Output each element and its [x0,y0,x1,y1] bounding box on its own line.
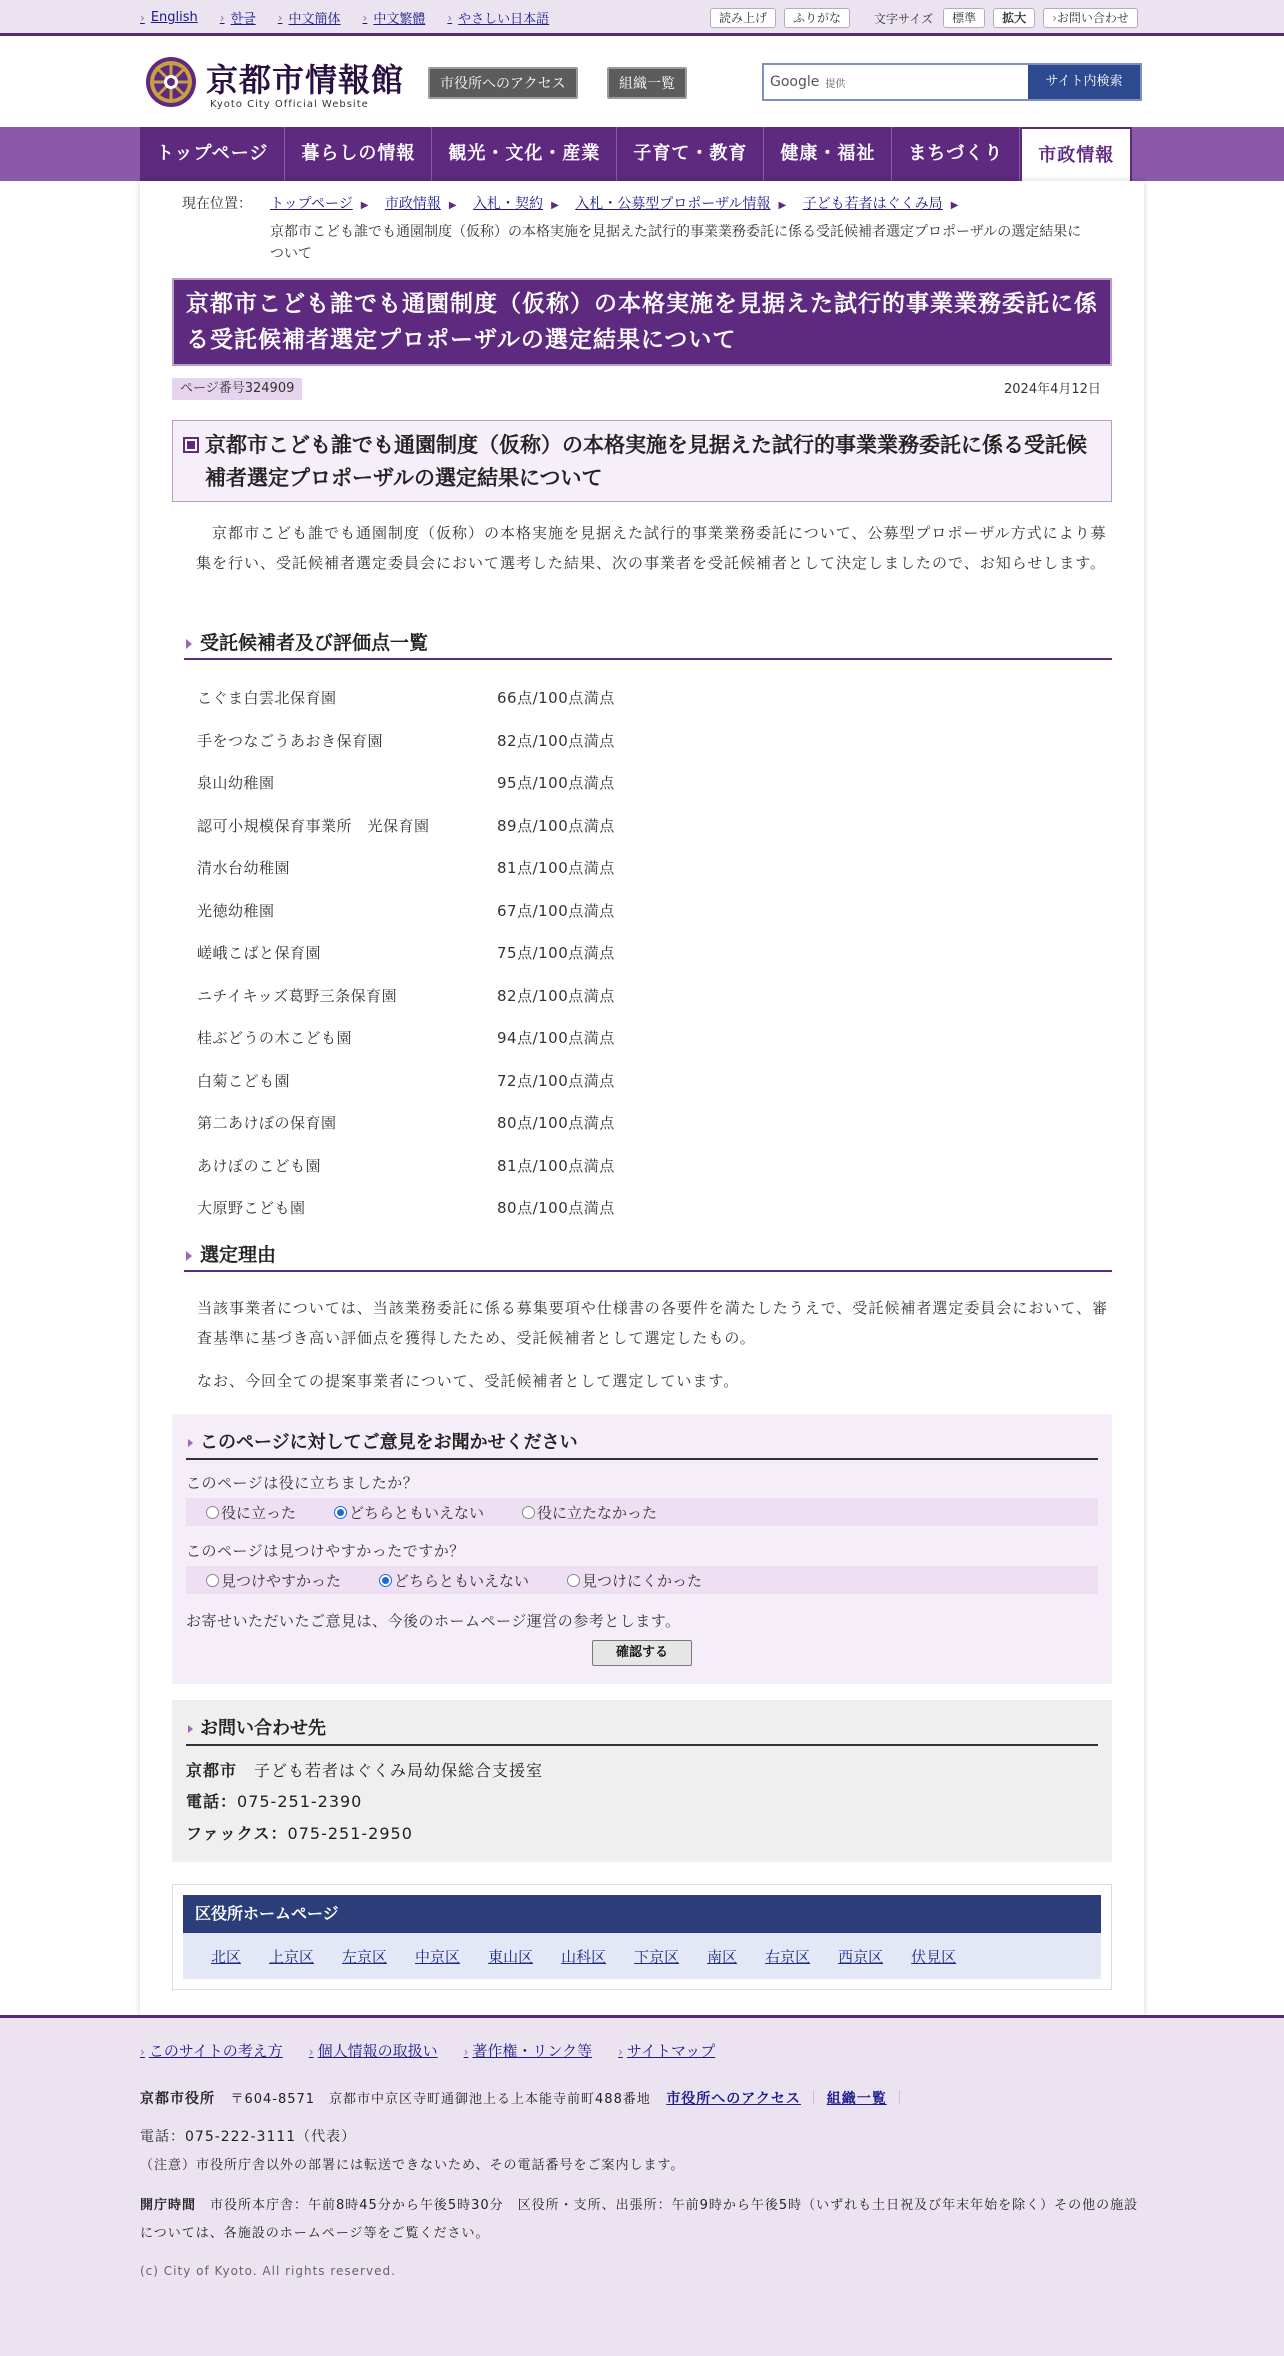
footer-link-copyright[interactable] [464,2040,593,2061]
lang-english-link[interactable] [140,8,198,27]
feedback-form [172,1414,1112,1684]
usefulness-option-not-useful[interactable] [522,1502,657,1523]
caret-right-icon: ▶ [360,200,369,211]
contact-fax [186,1821,413,1844]
lang-easy-japanese-link[interactable] [447,8,549,27]
list-item [197,682,897,725]
footer-address: 〒604-8571 京都市中京区寺町通御池上る上本能寺前町488番地 [230,2092,651,2107]
caret-right-icon: ▶ [950,200,959,211]
section-heading-text: 京都市こども誰でも通園制度（仮称）の本格実施を見据えた試行的事業業務委託に係る受託候補者選定プロポーザルの選定結果について [205,433,1087,490]
list-item [197,810,897,853]
reason-text: 当該事業者については、当該業務委託に係る募集要項や仕様書の各要件を満たしたうえで、受託候補者選定委員会において、審査基準に基づき高い評価点を獲得したため、受託候補者として選定したもの。 [197,1299,1109,1347]
contact-box [172,1700,1112,1862]
breadcrumb-link-bidding[interactable]: 入札・契約 [473,196,544,212]
contact-phone-label: 電話： [186,1792,238,1811]
chevron-right-icon: › [447,10,453,25]
candidate-name: 光徳幼稚園 [197,901,275,920]
feedback-note: お寄せいただいたご意見は、今後のホームページ運営の参考とします。 [186,1612,681,1630]
breadcrumb-label: 現在位置： [182,196,252,212]
chevron-right-icon: › [463,2045,469,2059]
org-list-button[interactable]: 組織一覧 [607,67,687,99]
search-provided-label: 提供 [825,78,846,90]
radio-button-selected[interactable] [379,1574,392,1587]
confirm-button[interactable]: 確認する [592,1640,692,1666]
candidate-name: ニチイキッズ葛野三条保育園 [197,986,398,1005]
intro-text: 京都市こども誰でも通園制度（仮称）の本格実施を見据えた試行的事業業務委託について、公募型プロポーザル方式により募集を行い、受託候補者選定委員会において選考した結果、次の事業者を受託候補者として決定しましたので、お知らせします。 [196,524,1107,572]
footer-org-link[interactable]: 組織一覧 [826,2091,887,2107]
footer-link-label: 著作権・リンク等 [472,2042,593,2060]
feedback-question-usefulness: このページは役に立ちましたか？ [186,1474,419,1492]
candidate-score: 75点/100点満点 [497,944,615,962]
caret-right-icon: ▶ [778,200,787,211]
ward-link-minami[interactable]: 南区 [707,1947,738,1966]
radio-button-selected[interactable] [334,1506,347,1519]
findability-option-easy[interactable] [206,1570,341,1591]
candidate-name: 桂ぶどうの木こども園 [197,1029,353,1047]
lang-english-label: English [150,10,198,25]
ward-link-nishikyo[interactable]: 西京区 [838,1947,884,1966]
search-input[interactable] [770,71,1030,93]
font-standard-button[interactable]: 標準 [943,8,985,28]
list-item [197,937,897,980]
copyright: (c) City of Kyoto. All rights reserved. [140,2264,396,2278]
site-search-button[interactable]: サイト内検索 [1028,65,1140,99]
findability-option-hard[interactable] [567,1570,702,1591]
list-item [197,895,897,938]
ward-link-shimogyo[interactable]: 下京区 [634,1947,680,1966]
nav-health[interactable]: 健康・福祉 [764,127,892,181]
lang-korean-label: 한글 [230,12,256,27]
nav-childcare[interactable]: 子育て・教育 [617,127,764,181]
breadcrumb-link-proposal[interactable]: 入札・公募型プロポーザル情報 [575,196,771,212]
chevron-right-icon: › [140,2045,145,2059]
radio-button[interactable] [567,1574,580,1587]
accessibility-tools [710,8,1146,28]
candidate-name: あけぼのこども園 [197,1156,322,1175]
footer-link-sitemap[interactable] [618,2040,715,2061]
candidate-score: 80点/100点満点 [497,1114,615,1132]
findability-option-neutral[interactable] [379,1570,529,1591]
footer-link-label: 個人情報の取扱い [317,2042,438,2060]
findability-options [186,1566,1098,1594]
candidate-name: 泉山幼稚園 [197,774,275,792]
breadcrumb-current: 京都市こども誰でも通園制度（仮称）の本格実施を見据えた試行的事業業務委託に係る受託候補者選定プロポーザルの選定結果について [270,224,1082,262]
radio-button[interactable] [206,1574,219,1587]
utility-bar [0,0,1284,36]
footer-note: （注意）市役所庁舎以外の部署には転送できないため、その電話番号をご案内します。 [140,2158,685,2173]
list-item [197,1192,897,1235]
candidate-score: 67点/100点満点 [497,901,615,920]
contact-phone [186,1789,362,1812]
candidate-score: 80点/100点満点 [497,1199,615,1217]
radio-button[interactable] [522,1506,535,1519]
lang-chinese-traditional-link[interactable] [363,8,426,27]
square-bullet-icon [183,437,199,453]
radio-button[interactable] [206,1506,219,1519]
usefulness-option-useful[interactable] [206,1502,296,1523]
page-title: 京都市こども誰でも通園制度（仮称）の本格実施を見据えた試行的事業業務委託に係る受託候補者選定プロポーザルの選定結果について [172,278,1112,366]
ward-heading: 区役所ホームページ [183,1895,1101,1933]
list-item [197,1065,897,1108]
feedback-question-findability: このページは見つけやすかったですか？ [186,1542,465,1560]
candidate-score: 82点/100点満点 [497,731,615,750]
ward-link-sakyo[interactable]: 左京区 [342,1947,388,1966]
option-label: 役に立った [221,1503,297,1522]
chevron-right-icon: › [140,10,145,25]
contact-fax-label: ファックス： [186,1824,288,1843]
caret-right-icon: ▶ [448,200,457,211]
language-links [140,8,571,27]
candidate-score: 95点/100点満点 [497,774,615,792]
footer-link-policy[interactable] [140,2040,283,2061]
option-label: 見つけやすかった [221,1571,342,1590]
chevron-right-icon: › [618,2045,623,2059]
ward-link-ukyo[interactable]: 右京区 [765,1947,811,1966]
usefulness-options [186,1498,1098,1526]
contact-org-strong: 京都市 [186,1761,238,1780]
site-subtitle: Kyoto City Official Website [210,99,369,110]
divider: ｜ [892,2091,908,2107]
candidate-score: 82点/100点満点 [497,986,615,1005]
kyoto-city-emblem-icon[interactable] [145,56,197,108]
candidate-name: こぐま白雲北保育園 [197,689,337,707]
option-label: 役に立たなかった [537,1503,658,1522]
contact-department [186,1758,543,1781]
chevron-right-icon: › [277,10,283,25]
reason-note: なお、今回全ての提案事業者について、受託候補者として選定しています。 [197,1372,740,1390]
font-size-label: 文字サイズ [874,11,934,26]
footer-access-link[interactable]: 市役所へのアクセス [666,2091,801,2107]
contact-fax-number: 075-251-2950 [287,1824,413,1843]
footer-hours [140,2192,1140,2248]
ward-link-kita[interactable]: 北区 [211,1947,242,1966]
ward-link-higashiyama[interactable]: 東山区 [488,1947,534,1966]
list-item [197,1022,897,1065]
candidate-score: 94点/100点満点 [497,1029,615,1047]
ward-office-links [172,1884,1112,1990]
list-item [197,852,897,895]
list-item [197,767,897,810]
global-nav [0,127,1284,181]
candidate-name: 第二あけぼの保育園 [197,1114,337,1132]
contact-phone-number: 075-251-2390 [237,1792,363,1811]
footer-links [140,2040,741,2061]
feedback-heading: このページに対してご意見をお聞かせください [186,1430,1098,1460]
candidate-score: 81点/100点満点 [497,1156,615,1175]
ward-link-kamigyo[interactable]: 上京区 [269,1947,315,1966]
option-label: どちらともいえない [349,1503,485,1522]
nav-urban[interactable]: まちづくり [892,127,1020,181]
candidate-score: 66点/100点満点 [497,689,615,707]
footer-link-label: サイトマップ [626,2042,716,2060]
lang-chinese-traditional-label: 中文繁體 [373,12,426,27]
chevron-right-icon: › [219,10,225,25]
publish-date: 2024年4月12日 [1004,382,1101,397]
furigana-button[interactable]: ふりがな [784,8,850,28]
read-aloud-button[interactable]: 読み上げ [710,8,776,28]
lang-chinese-simplified-link[interactable] [278,8,341,27]
footer-hours-text: 市役所本庁舎：午前8時45分から午後5時30分 区役所・支所、出張所：午前9時から午後5時（いずれも土日祝及び年末年始を除く）その他の施設については、各施設のホームページ等をご覧ください。 [140,2198,1139,2241]
reason-heading: 選定理由 [184,1242,1112,1272]
lang-easy-japanese-label: やさしい日本語 [458,12,550,27]
breadcrumb-link-top[interactable]: トップページ [270,196,353,212]
site-title[interactable]: 京都市情報館 [206,61,405,99]
lang-chinese-simplified-label: 中文簡体 [288,12,341,27]
chevron-right-icon: › [1052,11,1057,25]
contact-heading: お問い合わせ先 [186,1716,1098,1746]
site-footer [0,2015,1284,2356]
breadcrumb-link-city-admin[interactable]: 市政情報 [384,196,441,212]
footer-link-privacy[interactable] [309,2040,438,2061]
site-header [0,39,1284,127]
page-number-badge: ページ番号324909 [172,378,302,400]
candidate-name: 大原野こども園 [197,1199,306,1217]
nav-top[interactable]: トップページ [140,127,285,181]
candidate-name: 認可小規模保育事業所 光保育園 [197,816,430,835]
footer-address-line [140,2088,907,2108]
nav-city-admin[interactable]: 市政情報 [1020,127,1132,181]
footer-hours-label: 開庁時間 [140,2198,197,2213]
breadcrumb-link-bureau[interactable]: 子ども若者はぐくみ局 [802,196,943,212]
list-item [197,1150,897,1193]
option-label: どちらともいえない [394,1571,530,1590]
candidate-score: 89点/100点満点 [497,816,615,835]
nav-living[interactable]: 暮らしの情報 [285,127,432,181]
divider: ｜ [806,2091,822,2107]
footer-link-label: このサイトの考え方 [148,2042,283,2060]
list-item [197,1107,897,1150]
footer-phone: 電話：075-222-3111（代表） [140,2129,357,2145]
google-logo: Google [770,74,820,90]
ward-link-nakagyo[interactable]: 中京区 [415,1947,461,1966]
chevron-right-icon: › [362,10,368,25]
candidate-name: 清水台幼稚園 [197,859,291,877]
candidate-list [197,682,897,1235]
candidate-name: 嵯峨こばと保育園 [197,944,322,962]
inquiry-button[interactable] [1043,8,1138,28]
ward-link-yamashina[interactable]: 山科区 [561,1947,607,1966]
ward-link-fushimi[interactable]: 伏見区 [911,1947,957,1966]
candidate-name: 手をつなごうあおき保育園 [197,731,384,750]
city-hall-access-button[interactable]: 市役所へのアクセス [428,67,578,99]
candidate-score: 72点/100点満点 [497,1071,615,1090]
list-item [197,725,897,768]
contact-org: 子ども若者はぐくみ局幼保総合支援室 [237,1761,544,1780]
font-large-button[interactable]: 拡大 [993,8,1035,28]
inquiry-button-label: お問い合わせ [1056,11,1129,25]
candidate-name: 白菊こども園 [197,1071,291,1090]
ward-list [183,1933,1101,1979]
usefulness-option-neutral[interactable] [334,1502,484,1523]
section-heading [172,420,1112,502]
caret-right-icon: ▶ [551,200,559,211]
footer-office-name: 京都市役所 [140,2091,215,2107]
candidates-heading: 受託候補者及び評価点一覧 [184,630,1112,660]
nav-tourism[interactable]: 観光・文化・産業 [432,127,617,181]
site-search [762,63,1142,101]
chevron-right-icon: › [308,2045,314,2059]
candidate-score: 81点/100点満点 [497,859,615,877]
list-item [197,980,897,1023]
lang-korean-link[interactable] [220,8,256,27]
option-label: 見つけにくかった [582,1571,703,1590]
